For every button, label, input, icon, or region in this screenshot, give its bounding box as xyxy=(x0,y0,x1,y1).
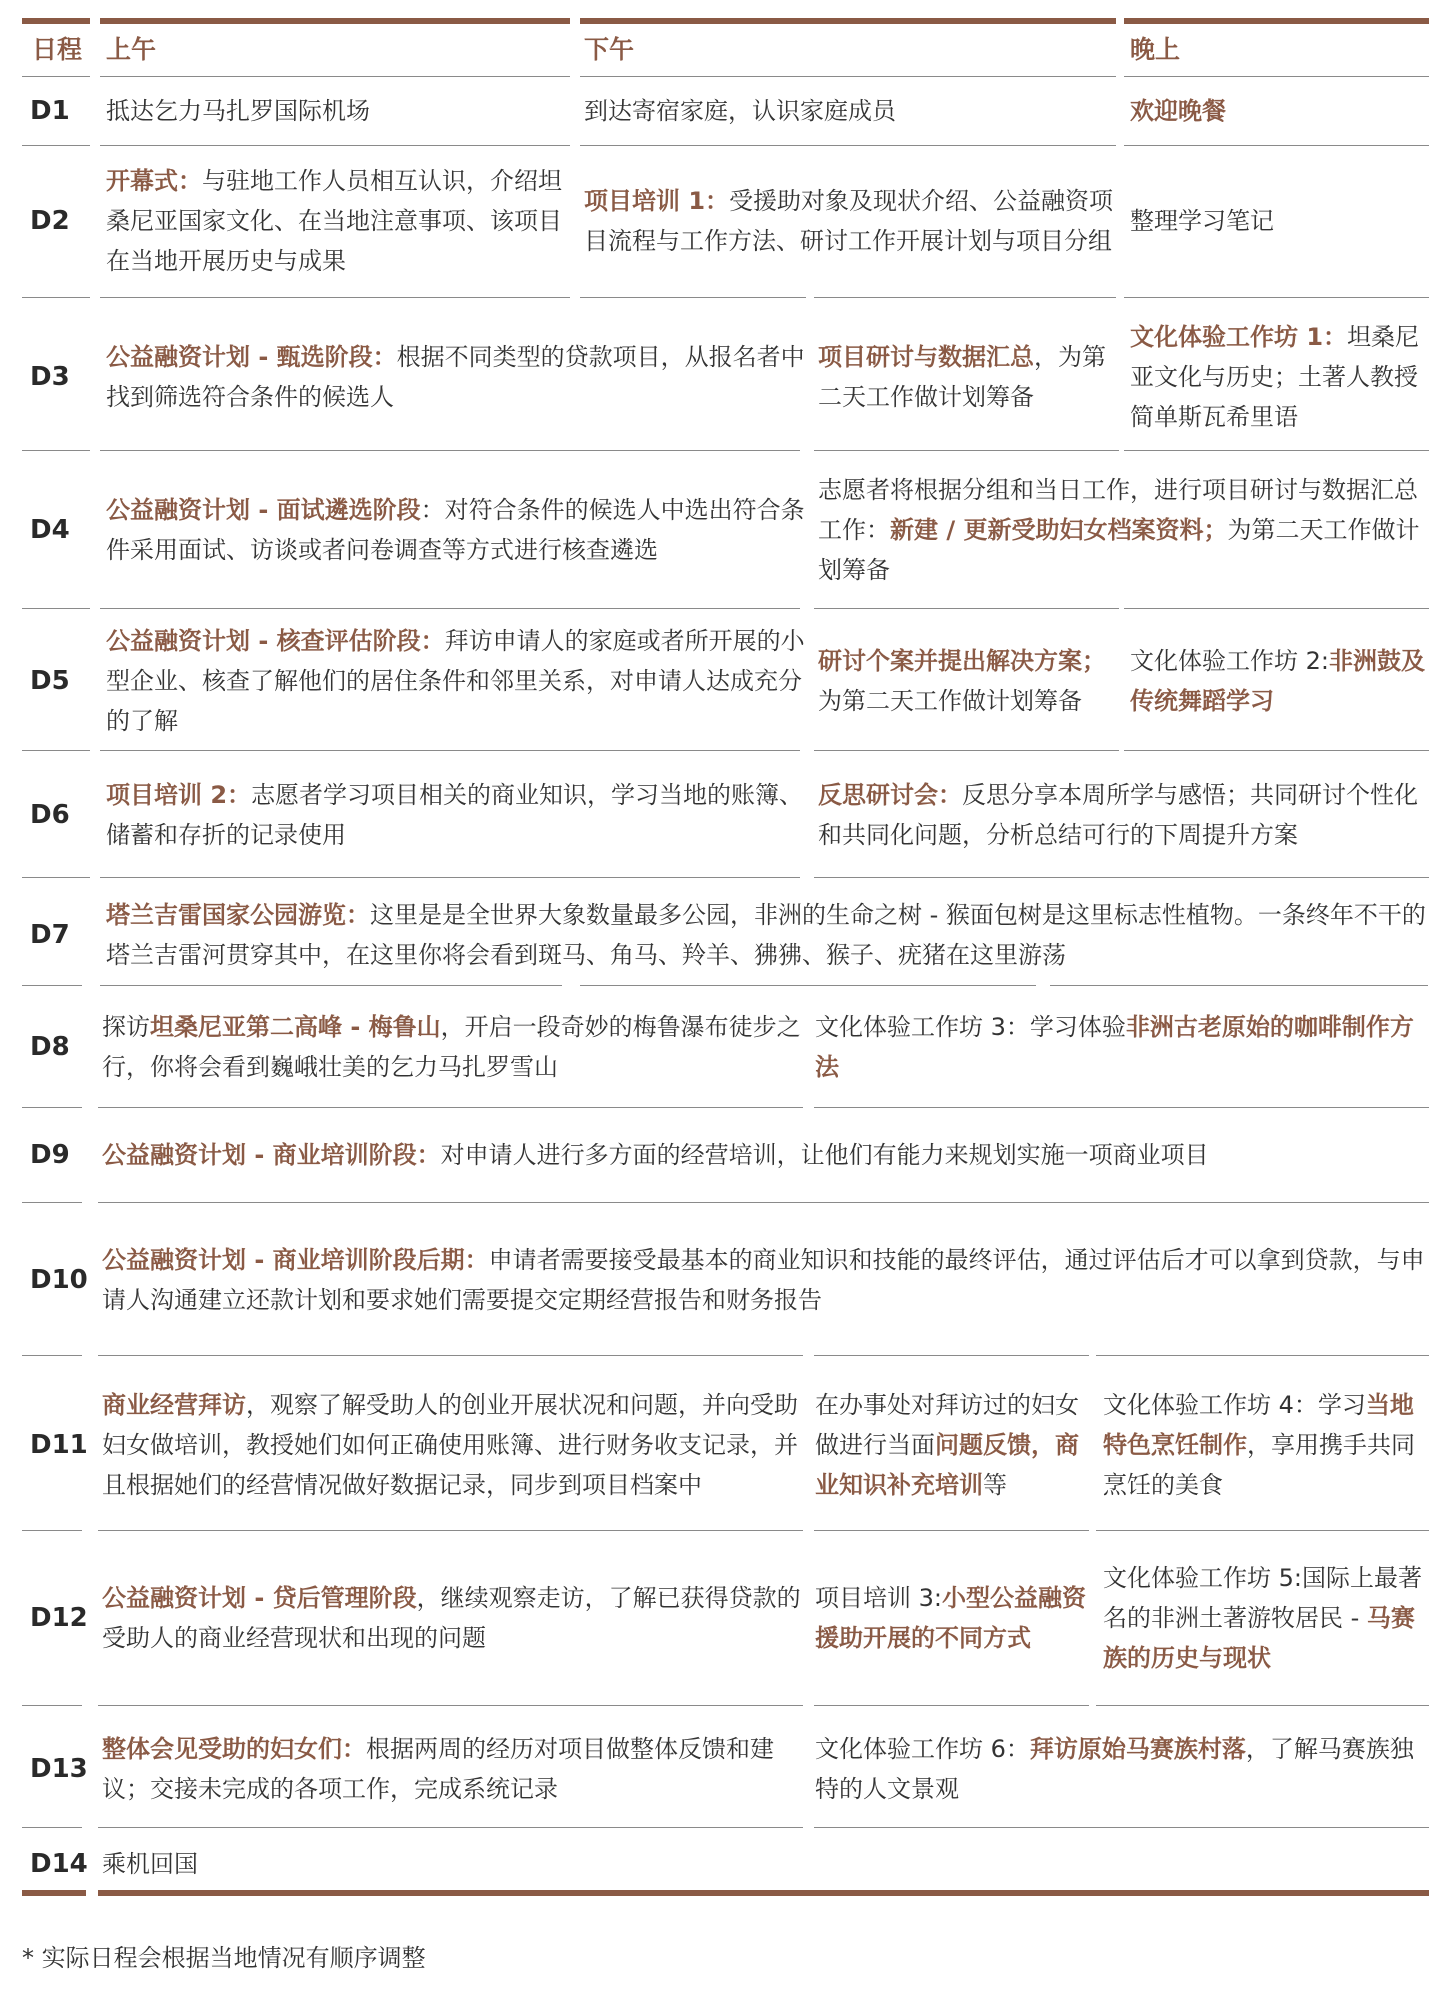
morning-cell xyxy=(106,161,571,281)
row-divider xyxy=(100,450,800,451)
day-label: D11 xyxy=(30,1430,88,1460)
day-label: D1 xyxy=(30,96,70,126)
row-divider xyxy=(814,750,1119,751)
row-divider xyxy=(1096,1530,1429,1531)
highlight-text: 塔兰吉雷国家公园游览： xyxy=(106,901,370,929)
row-divider xyxy=(814,877,1429,878)
header-morning: 上午 xyxy=(106,35,157,64)
body-text: ，开启一段奇妙的梅鲁瀑布徒步之行，你将会看到巍峨壮美的乞力马扎罗雪山 xyxy=(102,1013,801,1081)
highlight-text: 当地特色烹饪制作 xyxy=(1103,1391,1414,1459)
row-divider xyxy=(98,1705,803,1706)
highlight-text: 公益融资计划 - 商业培训阶段后期： xyxy=(102,1246,489,1274)
row-divider xyxy=(22,1355,82,1356)
row-divider xyxy=(580,297,806,298)
body-text: 探访 xyxy=(102,1013,150,1041)
top-rule xyxy=(580,18,1116,24)
row-divider xyxy=(22,1827,82,1828)
body-text: 乘机回国 xyxy=(102,1850,198,1878)
row-divider xyxy=(98,1827,803,1828)
row-divider xyxy=(22,1107,82,1108)
body-text: 项目培训 3: xyxy=(815,1584,942,1612)
body-text: ，继续观察走访，了解已获得贷款的受助人的商业经营现状和出现的问题 xyxy=(102,1584,801,1652)
row-divider xyxy=(100,985,562,986)
afternoon-cell xyxy=(818,470,1428,590)
day-label: D12 xyxy=(30,1603,88,1633)
day-label: D5 xyxy=(30,666,70,696)
evening-cell xyxy=(1130,641,1425,721)
highlight-text: 商业经营拜访 xyxy=(102,1391,246,1419)
body-text: 等 xyxy=(983,1471,1007,1499)
highlight-text: 文化体验工作坊 1： xyxy=(1130,323,1348,351)
row-divider xyxy=(1050,985,1428,986)
highlight-text: 公益融资计划 - 核查评估阶段： xyxy=(106,627,445,655)
body-text: 对申请人进行多方面的经营培训，让他们有能力来规划实施一项商业项目 xyxy=(440,1141,1209,1169)
body-text: 为第二天工作做计划筹备 xyxy=(818,687,1082,715)
morning-cell xyxy=(102,1729,807,1809)
body-text: ，观察了解受助人的创业开展状况和问题，并向受助妇女做培训，教授她们如何正确使用账簿、进行财务收支记录，并且根据她们的经营情况做好数据记录，同步到项目档案中 xyxy=(102,1391,798,1499)
morning-cell xyxy=(102,1578,807,1658)
row-divider xyxy=(814,1827,1429,1828)
evening-cell xyxy=(1103,1558,1428,1678)
body-text: 志愿者学习项目相关的商业知识，学习当地的账簿、储蓄和存折的记录使用 xyxy=(106,781,804,849)
header-evening: 晚上 xyxy=(1130,35,1181,64)
row-divider xyxy=(814,1107,1429,1108)
highlight-text: 项目研讨与数据汇总 xyxy=(818,343,1034,371)
morning-cell xyxy=(102,1240,1427,1320)
day-label: D14 xyxy=(30,1849,88,1879)
row-divider xyxy=(22,608,90,609)
row-divider xyxy=(814,608,1119,609)
evening-cell xyxy=(1130,317,1425,437)
body-text: 坦桑尼亚文化与历史；土著人教授简单斯瓦希里语 xyxy=(1130,323,1420,431)
row-divider xyxy=(98,1355,803,1356)
highlight-text: 开幕式： xyxy=(106,167,202,195)
evening-cell xyxy=(1130,201,1425,241)
day-label: D9 xyxy=(30,1140,70,1170)
day-label: D3 xyxy=(30,362,70,392)
row-divider xyxy=(814,1705,1089,1706)
row-divider xyxy=(22,450,90,451)
afternoon-cell xyxy=(584,91,1114,131)
morning-cell xyxy=(106,91,571,131)
day-label: D10 xyxy=(30,1265,88,1295)
highlight-text: 公益融资计划 - 甄选阶段： xyxy=(106,343,397,371)
afternoon-cell xyxy=(818,641,1118,721)
body-text: 这里是是全世界大象数量最多公园，非洲的生命之树 - 猴面包树是这里标志性植物。一条终年不干的塔兰吉雷河贯穿其中，在这里你将会看到斑马、角马、羚羊、狒狒、猴子、疣猪在这里游荡 xyxy=(106,901,1426,969)
body-text: 根据不同类型的贷款项目，从报名者中找到筛选符合条件的候选人 xyxy=(106,343,805,411)
afternoon-cell xyxy=(815,1385,1095,1505)
body-text: 拜访申请人的家庭或者所开展的小型企业、核查了解他们的居住条件和邻里关系，对申请人达成充分的了解 xyxy=(106,627,805,735)
row-divider xyxy=(100,750,800,751)
highlight-text: 问题反馈，商业知识补充培训 xyxy=(815,1431,1079,1499)
morning-cell xyxy=(102,1007,802,1087)
highlight-text: 项目培训 1： xyxy=(584,187,730,215)
row-divider xyxy=(1124,145,1429,146)
row-divider xyxy=(100,145,570,146)
row-divider xyxy=(580,76,1116,77)
top-rule xyxy=(1124,18,1429,24)
header-day: 日程 xyxy=(32,35,83,64)
row-divider xyxy=(1124,76,1429,77)
body-text: ，为第二天工作做计划筹备 xyxy=(818,343,1106,411)
row-divider xyxy=(100,297,570,298)
highlight-text: 拜访原始马赛族村落 xyxy=(1029,1735,1246,1763)
top-rule xyxy=(22,18,90,24)
header-afternoon: 下午 xyxy=(584,35,635,64)
body-text: 受援助对象及现状介绍、公益融资项目流程与工作方法、研讨工作开展计划与项目分组 xyxy=(584,187,1114,255)
row-divider xyxy=(22,1530,82,1531)
row-divider xyxy=(22,297,90,298)
top-rule xyxy=(100,18,570,24)
body-text: 国际上最著名的非洲土著游牧居民 - xyxy=(1103,1564,1422,1632)
body-text: 反思分享本周所学与感悟；共同研讨个性化和共同化问题，分析总结可行的下周提升方案 xyxy=(818,781,1418,849)
body-text: 根据两周的经历对项目做整体反馈和建议；交接未完成的各项工作，完成系统记录 xyxy=(102,1735,774,1803)
row-divider xyxy=(22,1705,82,1706)
row-divider xyxy=(814,297,1116,298)
row-divider xyxy=(814,1355,1089,1356)
row-divider xyxy=(814,450,1119,451)
evening-cell xyxy=(1103,1385,1428,1505)
body-text: 文化体验工作坊 4：学习 xyxy=(1103,1391,1366,1419)
morning-cell xyxy=(102,1844,807,1884)
morning-cell xyxy=(106,621,806,741)
body-text: 文化体验工作坊 6： xyxy=(815,1735,1030,1763)
row-divider xyxy=(100,76,570,77)
body-text: 在办事处对拜访过的妇女做进行当面 xyxy=(815,1391,1079,1459)
body-text: 为第二天工作做计划筹备 xyxy=(818,516,1420,584)
bottom-rule xyxy=(22,1890,86,1896)
body-text: 申请者需要接受最基本的商业知识和技能的最终评估，通过评估后才可以拿到贷款，与申请人沟通建立还款计划和要求她们需要提交定期经营报告和财务报告 xyxy=(102,1246,1425,1314)
day-label: D8 xyxy=(30,1032,70,1062)
highlight-text: 研讨个案并提出解决方案； xyxy=(818,647,1106,675)
bottom-rule xyxy=(98,1890,1429,1896)
afternoon-cell xyxy=(815,1578,1095,1658)
body-text: 文化体验工作坊 3：学习体验 xyxy=(815,1013,1126,1041)
body-text: 文化体验工作坊 2: xyxy=(1130,647,1329,675)
afternoon-cell xyxy=(818,775,1428,855)
body-text: 文化体验工作坊 5: xyxy=(1103,1564,1302,1592)
row-divider xyxy=(22,750,90,751)
day-label: D13 xyxy=(30,1754,88,1784)
footnote: * 实际日程会根据当地情况有顺序调整 xyxy=(22,1944,426,1972)
evening-cell xyxy=(1130,91,1425,131)
row-divider xyxy=(1096,1705,1429,1706)
row-divider xyxy=(1124,297,1429,298)
day-label: D7 xyxy=(30,920,70,950)
row-divider xyxy=(22,76,90,77)
afternoon-cell xyxy=(815,1007,1425,1087)
body-text: ，享用携手共同烹饪的美食 xyxy=(1103,1431,1415,1499)
highlight-text: 非洲古老原始的咖啡制作方法 xyxy=(815,1013,1414,1081)
row-divider xyxy=(1096,1355,1429,1356)
body-text: 到达寄宿家庭，认识家庭成员 xyxy=(584,97,896,125)
highlight-text: 马赛族的历史与现状 xyxy=(1103,1604,1415,1672)
afternoon-cell xyxy=(818,337,1118,417)
morning-cell xyxy=(102,1135,1427,1175)
body-text: ：对符合条件的候选人中选出符合条件采用面试、访谈或者问卷调查等方式进行核查遴选 xyxy=(106,496,805,564)
row-divider xyxy=(22,985,82,986)
afternoon-cell xyxy=(815,1729,1425,1809)
body-text: ，了解马赛族独特的人文景观 xyxy=(815,1735,1414,1803)
day-label: D6 xyxy=(30,800,70,830)
highlight-text: 欢迎晚餐 xyxy=(1130,97,1226,125)
morning-cell xyxy=(102,1385,807,1505)
row-divider xyxy=(100,877,800,878)
row-divider xyxy=(98,1202,1429,1203)
row-divider xyxy=(580,985,1036,986)
row-divider xyxy=(22,877,90,878)
morning-cell xyxy=(106,895,1426,975)
body-text: 抵达乞力马扎罗国际机场 xyxy=(106,97,370,125)
row-divider xyxy=(98,1107,803,1108)
highlight-text: 坦桑尼亚第二高峰 - 梅鲁山 xyxy=(150,1013,441,1041)
row-divider xyxy=(1124,750,1429,751)
highlight-text: 反思研讨会： xyxy=(818,781,962,809)
row-divider xyxy=(1124,608,1429,609)
body-text: 整理学习笔记 xyxy=(1130,207,1274,235)
row-divider xyxy=(1124,450,1429,451)
row-divider xyxy=(22,1202,82,1203)
day-label: D2 xyxy=(30,206,70,236)
highlight-text: 公益融资计划 - 商业培训阶段： xyxy=(102,1141,441,1169)
highlight-text: 非洲鼓及传统舞蹈学习 xyxy=(1130,647,1425,715)
body-text: 与驻地工作人员相互认识，介绍坦桑尼亚国家文化、在当地注意事项、该项目在当地开展历史与成果 xyxy=(106,167,562,275)
morning-cell xyxy=(106,337,806,417)
highlight-text: 公益融资计划 - 面试遴选阶段 xyxy=(106,496,421,524)
highlight-text: 公益融资计划 - 贷后管理阶段 xyxy=(102,1584,417,1612)
row-divider xyxy=(100,608,800,609)
morning-cell xyxy=(106,775,806,855)
highlight-text: 整体会见受助的妇女们： xyxy=(102,1735,366,1763)
row-divider xyxy=(98,1530,803,1531)
day-label: D4 xyxy=(30,515,70,545)
morning-cell xyxy=(106,490,806,570)
highlight-text: 项目培训 2： xyxy=(106,781,252,809)
afternoon-cell xyxy=(584,181,1114,261)
highlight-text: 新建 / 更新受助妇女档案资料； xyxy=(890,516,1228,544)
highlight-text: 小型公益融资援助开展的不同方式 xyxy=(815,1584,1086,1652)
row-divider xyxy=(814,1530,1089,1531)
body-text: 志愿者将根据分组和当日工作，进行项目研讨与数据汇总工作： xyxy=(818,476,1418,544)
row-divider xyxy=(580,145,1116,146)
row-divider xyxy=(22,145,90,146)
